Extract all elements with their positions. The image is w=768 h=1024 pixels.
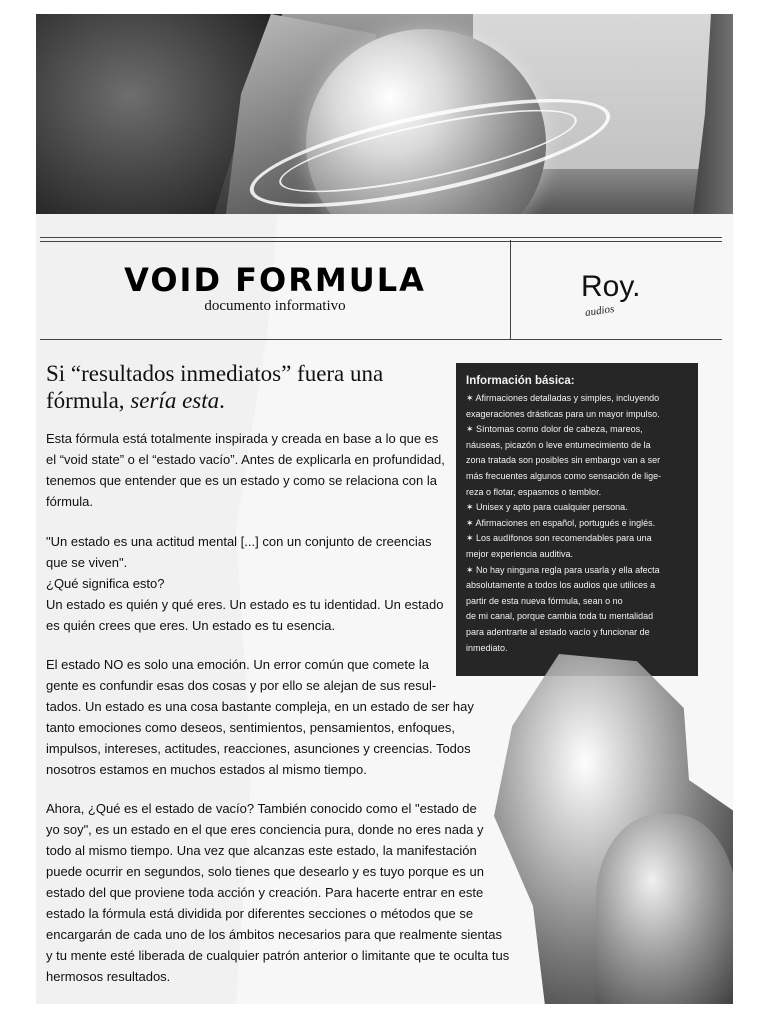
info-line: exageraciones drásticas para un mayor impulso. [466,408,660,419]
info-line: ✶ Afirmaciones en español, portugués e inglés. [466,517,656,528]
chrome-statue-shoulder [596,814,733,1004]
info-line: ✶ Afirmaciones detalladas y simples, incluyendo [466,393,660,403]
info-line: inmediato. [466,642,508,653]
heading-text: Si “resultados inmediatos” fuera una fórmula, [46,361,384,413]
heading-emphasis: sería esta [130,388,220,413]
text-line: nosotros estamos en muchos estados al mismo tiempo. [46,762,367,777]
info-line: zona tratada son posibles sin embargo van a ser [466,455,661,466]
info-box-title: Información básica: [466,375,575,387]
text-line: tados. Un estado es una cosa bastante compleja, en un estado de ser hay [46,699,474,714]
info-line: más frecuentes algunos como sensación de lige- [466,470,662,481]
info-line: ✶ Los audífonos son recomendables para una [466,533,652,544]
info-line: de mi canal, porque cambia toda tu mentalidad [466,611,654,622]
divider-top [40,237,722,238]
text-line: encargarán de cada uno de los ámbitos necesarios para que realmente sientas [46,927,503,942]
info-line: ✶ No hay ninguna regla para usarla y ella afecta [466,564,660,575]
text-line: estado la fórmula está dividida por diferentes secciones o métodos que se [46,906,474,921]
divider-bottom [40,339,722,340]
brand-logo-tagline: audios [584,303,616,319]
info-line: ✶ Síntomas como dolor de cabeza, mareos, [466,424,643,435]
text-line: estado del que proviene toda acción y creación. Para hacerte entrar en este [46,885,484,900]
info-line: náuseas, picazón o leve entumecimiento de la [466,439,651,450]
text-line: es quién crees que eres. Un estado es tu esencia. [46,618,336,633]
text-line: impulsos, intereses, actitudes, reacciones, asunciones y creencias. Todos [46,741,471,756]
info-box [456,363,698,676]
document-title: VOID FORMULA [124,261,426,299]
info-line: ✶ Unisex y apto para cualquier persona. [466,502,628,513]
text-line: Ahora, ¿Qué es el estado de vacío? También conocido como el "estado de [46,801,477,816]
text-line: tenemos que entender que es un estado y como se relaciona con la [46,473,437,488]
header-image [36,14,733,214]
divider-top-double [40,241,722,242]
text-line: el “void state” o el “estado vacío”. Antes de explicarla en profundidad, [46,452,445,467]
text-line: El estado NO es solo una emoción. Un error común que comete la [46,657,429,672]
info-line: reza o flotar, espasmos o temblor. [466,486,602,497]
heading-end: . [219,388,225,413]
text-line: ¿Qué significa esto? [46,576,165,591]
article-heading [46,360,456,414]
text-line: todo al mismo tiempo. Una vez que alcanzas este estado, la manifestación [46,843,477,858]
text-line: puede ocurrir en segundos, solo tienes que desearlo y es tuyo porque es un [46,864,484,879]
info-line: para adentrarte al estado vacío y funcionar de [466,626,650,637]
text-line: y tu mente esté liberada de cualquier patrón anterior o limitante que te oculta tus [46,948,510,963]
text-line: Esta fórmula está totalmente inspirada y creada en base a lo que es [46,431,439,446]
text-line: hermosos resultados. [46,969,171,984]
text-line: fórmula. [46,494,93,509]
info-line: partir de esta nueva fórmula, sean o no [466,595,623,606]
document-subtitle: documento informativo [204,298,346,314]
info-line: mejor experiencia auditiva. [466,548,574,559]
info-line: absolutamente a todos los audios que utilices a [466,580,656,591]
text-line: Un estado es quién y qué eres. Un estado es tu identidad. Un estado [46,597,444,612]
divider-vertical [510,240,511,340]
text-line: "Un estado es una actitud mental [...] con un conjunto de creencias [46,534,432,549]
brand-logo: Roy. [581,270,641,303]
document-page [36,14,733,1004]
text-line: yo soy", es un estado en el que eres conciencia pura, donde no eres nada y [46,822,484,837]
text-line: gente es confundir esas dos cosas y por ello se alejan de sus resul- [46,678,437,693]
text-line: que se viven". [46,555,128,570]
text-line: tanto emociones como deseos, sentimientos, pensamientos, enfoques, [46,720,456,735]
